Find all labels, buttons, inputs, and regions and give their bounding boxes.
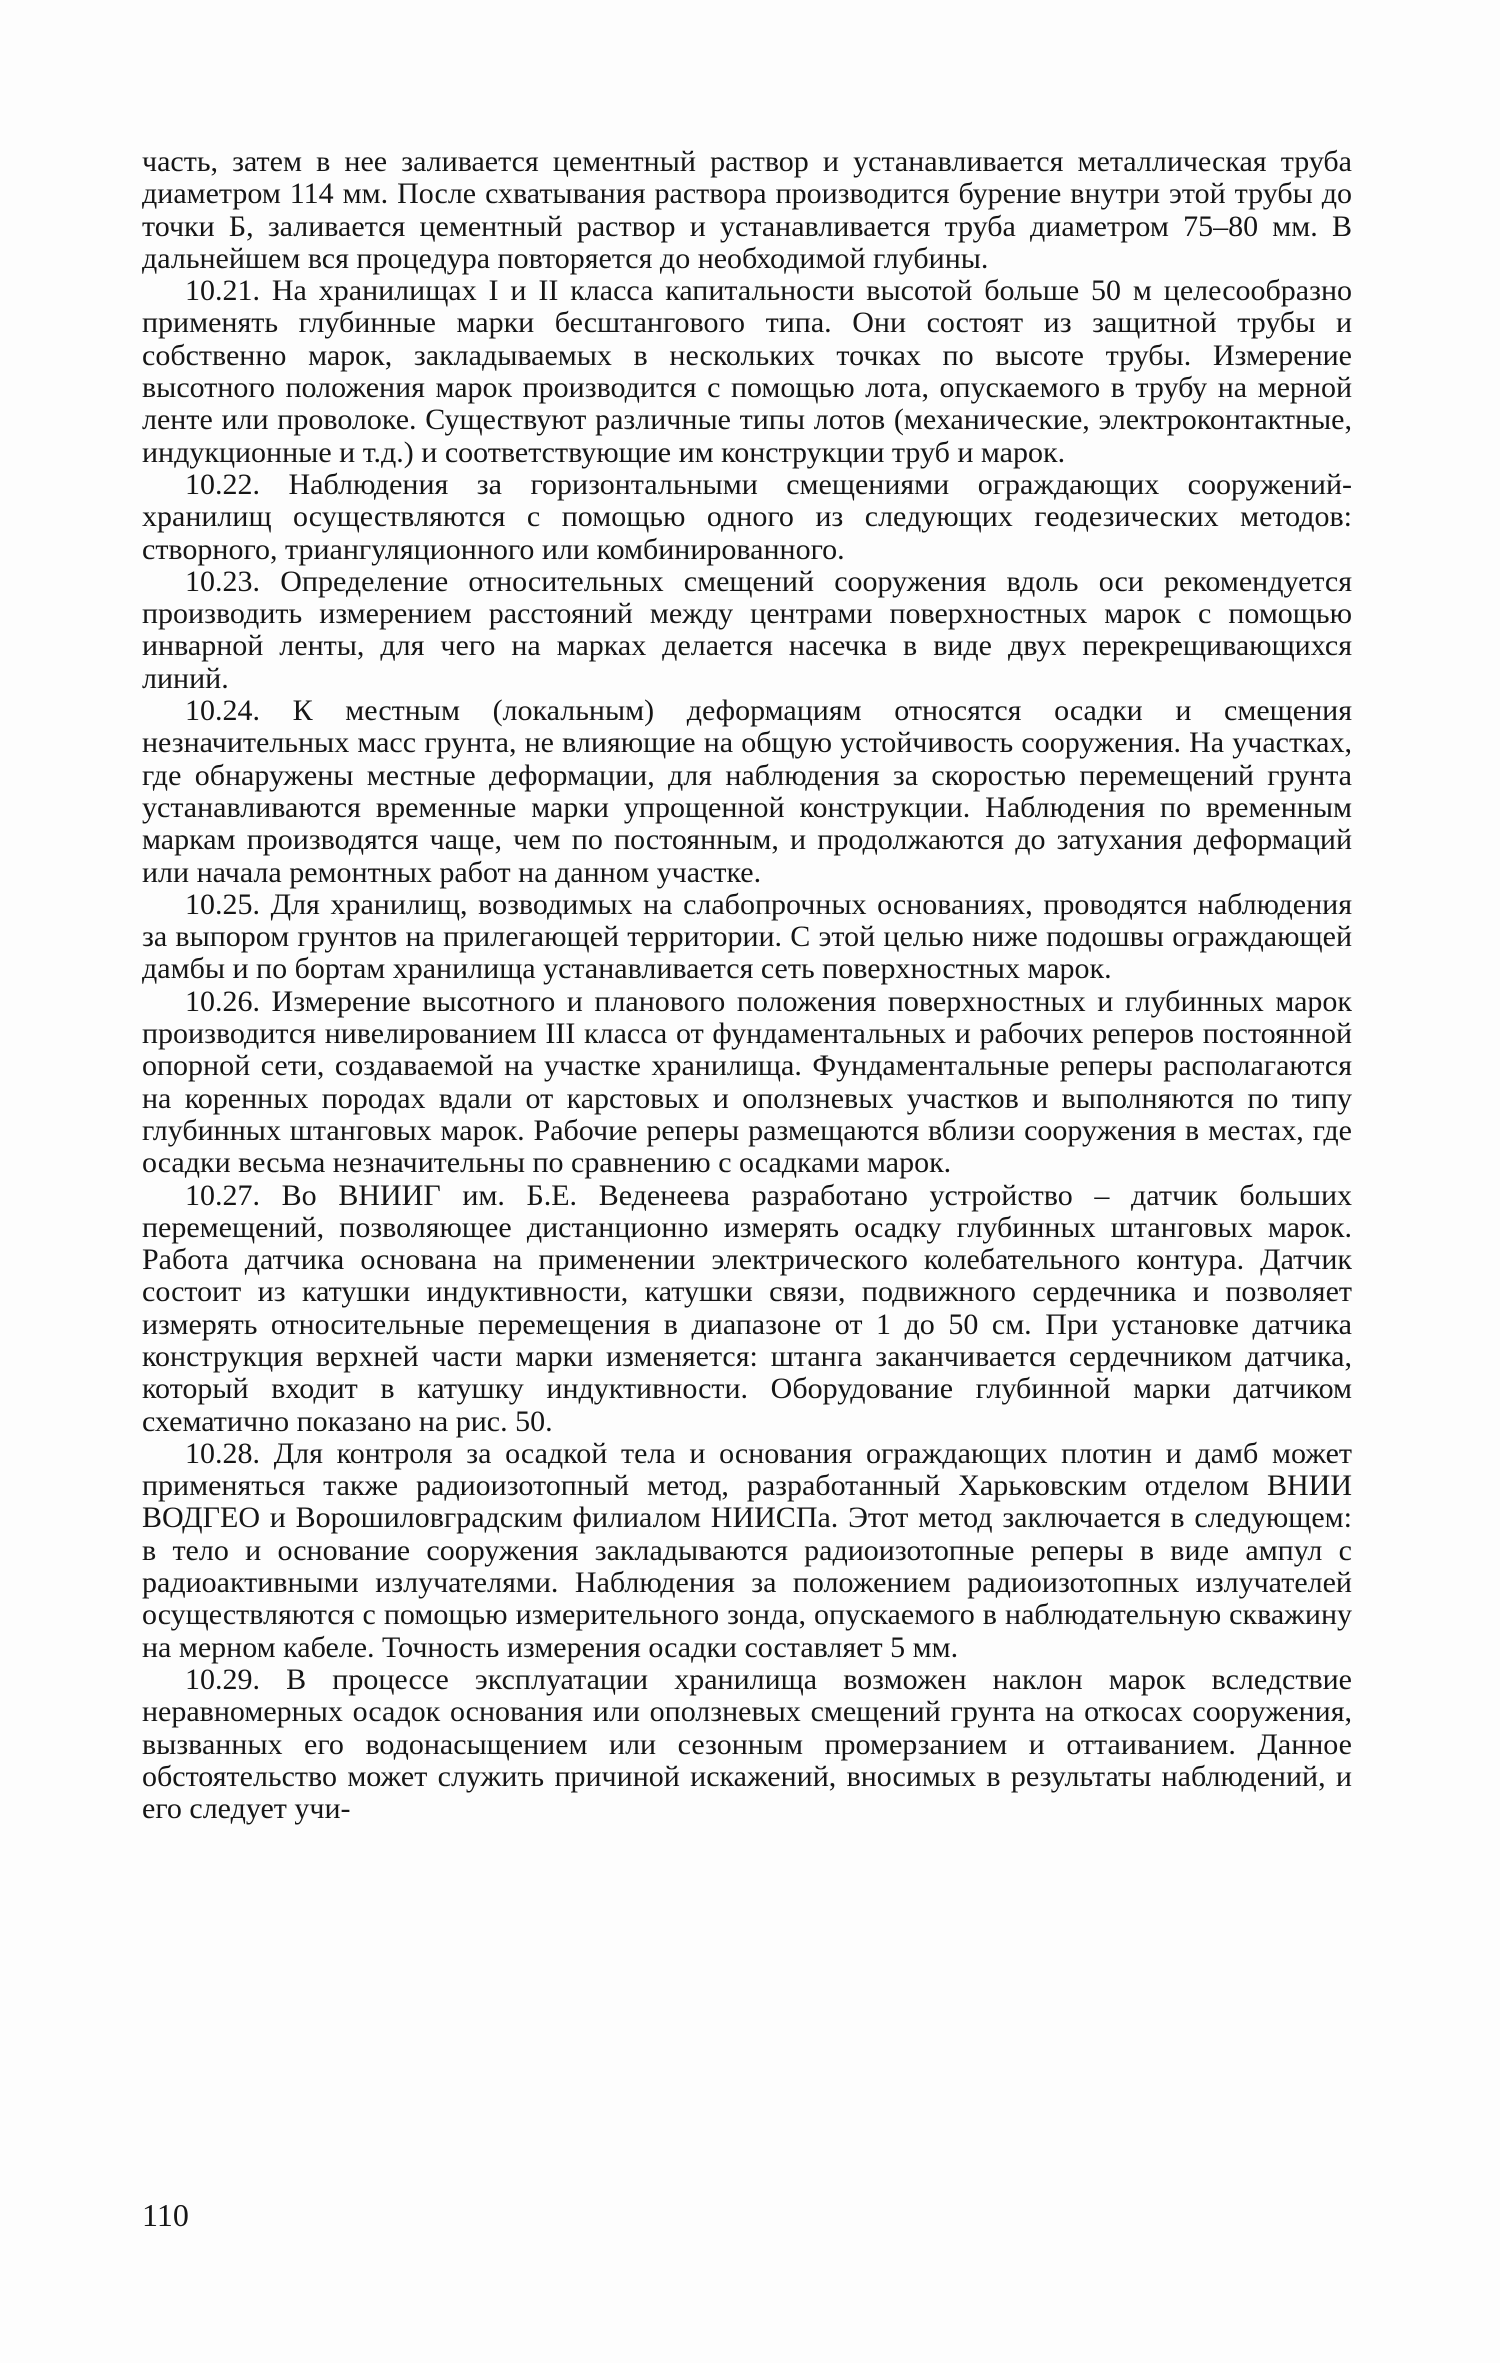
paragraph-continuation: часть, затем в нее заливается цементный раствор и устанавливается металлическая труба диаметром 114 мм. После схватывания раствора производится бурение внутри этой трубы до точки Б, заливается цементный раствор и устанавливается труба диаметром 75–80 мм. В дальнейшем вся процедура повторяется до необходимой глубины.	[142, 145, 1352, 275]
paragraph-10-26: 10.26. Измерение высотного и планового положения поверхностных и глубинных марок производится нивелированием III класса от фундаментальных и рабочих реперов постоянной опорной сети, создаваемой на участке хранилища. Фундаментальные реперы располагаются на коренных породах вдали от карстовых и оползневых участков и выполняются по типу глубинных штанговых марок. Рабочие реперы размещаются вблизи сооружения в местах, где осадки весьма незначительны по сравнению с осадками марок.	[142, 984, 1352, 1180]
paragraph-10-24: 10.24. К местным (локальным) деформациям относятся осадки и смещения незначительных масс грунта, не влияющие на общую устойчивость сооружения. На участках, где обнаружены местные деформации, для наблюдения за скоростью перемещений грунта устанавливаются временные марки упрощенной конструкции. Наблюдения по временным маркам производятся чаще, чем по постоянным, и продолжаются до затухания деформаций или начала ремонтных работ на данном участке.	[142, 694, 1352, 889]
paragraph-10-21: 10.21. На хранилищах I и II класса капитальности высотой больше 50 м целесообразно применять глубинные марки бесштангового типа. Они состоят из защитной трубы и собственно марок, закладываемых в нескольких точках по высоте трубы. Измерение высотного положения марок производится с помощью лота, опускаемого в трубу на мерной ленте или проволоке. Существуют различные типы лотов (механические, электроконтактные, индукционные и т.д.) и соответствующие им конструкции труб и марок.	[142, 274, 1352, 469]
paragraph-10-28: 10.28. Для контроля за осадкой тела и основания ограждающих плотин и дамб может применяться также радиоизотопный метод, разработанный Харьковским отделом ВНИИ ВОДГЕО и Ворошиловградским филиалом НИИСПа. Этот метод заключается в следующем: в тело и основание сооружения закладываются радиоизотопные реперы в виде ампул с радиоактивными излучателями. Наблюдения за положением радиоизотопных излучателей осуществляются с помощью измерительного зонда, опускаемого в наблюдательную скважину на мерном кабеле. Точность измерения осадки составляет 5 мм.	[142, 1436, 1352, 1664]
paragraph-10-25: 10.25. Для хранилищ, возводимых на слабопрочных основаниях, проводятся наблюдения за выпором грунтов на прилегающей территории. С этой целью ниже подошвы ограждающей дамбы и по бортам хранилища устанавливается сеть поверхностных марок.	[142, 887, 1352, 986]
paragraph-10-22: 10.22. Наблюдения за горизонтальными смещениями ограждающих сооружений-хранилищ осуществляются с помощью одного из следующих геодезических методов: створного, триангуляционного или комбинированного.	[142, 467, 1352, 566]
page-number: 110	[142, 2197, 189, 2233]
paragraph-10-27: 10.27. Во ВНИИГ им. Б.Е. Веденеева разработано устройство – датчик больших перемещений, позволяющее дистанционно измерять осадку глубинных штанговых марок. Работа датчика основана на применении электрического колебательного контура. Датчик состоит из катушки индуктивности, катушки связи, подвижного сердечника и позволяет измерять относительные перемещения в диапазоне от 1 до 50 см. При установке датчика конструкция верхней части марки изменяется: штанга заканчивается сердечником датчика, который входит в катушку индуктивности. Оборудование глубинной марки датчиком схематично показано на рис. 50.	[142, 1178, 1352, 1438]
paragraph-10-29: 10.29. В процессе эксплуатации хранилища возможен наклон марок вследствие неравномерных осадок основания или оползневых смещений грунта на откосах сооружения, вызванных его водонасыщением или сезонным промерзанием и оттаиванием. Данное обстоятельство может служить причиной искажений, вносимых в результаты наблюдений, и его следует учи-	[142, 1662, 1352, 1826]
body-text	[142, 146, 1352, 1825]
paragraph-10-23: 10.23. Определение относительных смещений сооружения вдоль оси рекомендуется производить измерением расстояний между центрами поверхностных марок с помощью инварной ленты, для чего на марках делается насечка в виде двух перекрещивающихся линий.	[142, 564, 1352, 695]
